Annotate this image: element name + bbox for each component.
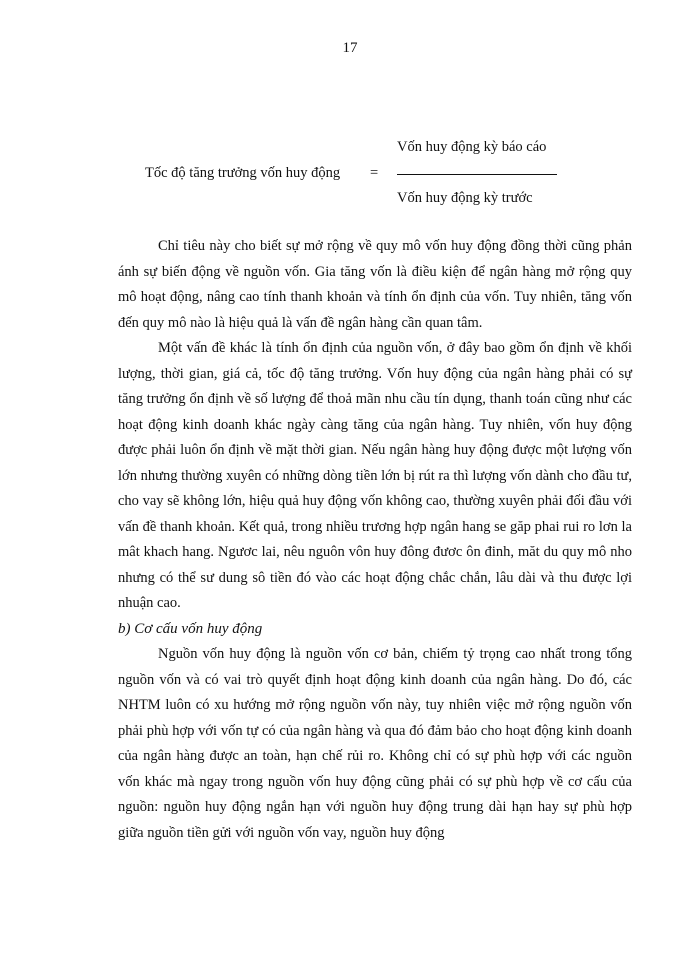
growth-rate-formula bbox=[145, 134, 575, 214]
formula-numerator: Vốn huy động kỳ báo cáo bbox=[397, 139, 547, 155]
page-number: 17 bbox=[342, 40, 358, 56]
formula-equals-sign: = bbox=[370, 165, 379, 181]
fraction-bar bbox=[397, 174, 557, 175]
section-heading: b) Cơ cấu vốn huy động bbox=[118, 620, 263, 637]
paragraph-capital-structure: Nguồn vốn huy động là nguồn vốn cơ bản, chiếm tỷ trọng cao nhất trong tổng nguồn vốn và có vai trò quyết định hoạt động kinh doanh của ngân hàng. Do đó, các NHTM luôn có xu hướng mở rộng nguồn vốn này, tuy nhiên việc mở rộng nguồn vốn phải phù hợp với vốn tự có của ngân hàng và qua đó đảm bảo cho hoạt động kinh doanh của ngân hàng được an toàn, hạn chế rủi ro. Không chỉ có sự phù hợp với các nguồn vốn khác mà ngay trong nguồn vốn huy động cũng phải có sự phù hợp về cơ cấu của nguồn: nguồn huy động ngắn hạn với nguồn huy động trung dài hạn hay sự phù hợp giữa nguồn tiền gửi với nguồn vốn vay, nguồn huy động bbox=[118, 646, 632, 841]
paragraph-growth-indicator: Chỉ tiêu này cho biết sự mở rộng về quy mô vốn huy động đồng thời cũng phản ánh sự biến động về nguồn vốn. Gia tăng vốn là điều kiện để ngân hàng mở rộng quy mô hoạt động, nâng cao tính thanh khoản và tính ổn định của vốn. Tuy nhiên, tăng vốn đến quy mô nào là hiệu quả là vấn đề ngân hàng cần quan tâm. bbox=[118, 238, 632, 331]
formula-label: Tốc độ tăng trưởng vốn huy động bbox=[145, 165, 341, 181]
formula-denominator: Vốn huy động kỳ trước bbox=[397, 190, 533, 206]
document-body bbox=[118, 234, 632, 846]
paragraph-capital-stability: Một vấn đề khác là tính ổn định của nguồn vốn, ở đây bao gồm ổn định về khối lượng, thời gian, giá cả, tốc độ tăng trưởng. Vốn huy động của ngân hàng phải có sự tăng trưởng ổn định về số lượng để thoả mãn nhu cầu tín dụng, thanh toán cũng như các hoạt động kinh doanh khác ngày càng tăng của ngân hàng. Tuy nhiên, vốn huy động được phải luôn ổn định về mặt thời gian. Nếu ngân hàng huy động được một lượng vốn lớn nhưng thường xuyên có những dòng tiền lớn bị rút ra thì lượng vốn dành cho đầu tư, cho vay sẽ không lớn, hiệu quả huy động vốn không cao, thường xuyên phải đối đầu với vấn đề thanh khoản. Kết quả, trong nhiều trương hợp ngân hang se găp phai rui ro lơn la mât khach hang. Ngươc lai, nêu nguôn vôn huy đông đươc ôn đinh, măt du quy mô nho nhưng có thể sư dung sô tiền đó vào các hoạt động chắc chắn, lâu dài và thu được lợi nhuận cao. bbox=[118, 340, 632, 611]
